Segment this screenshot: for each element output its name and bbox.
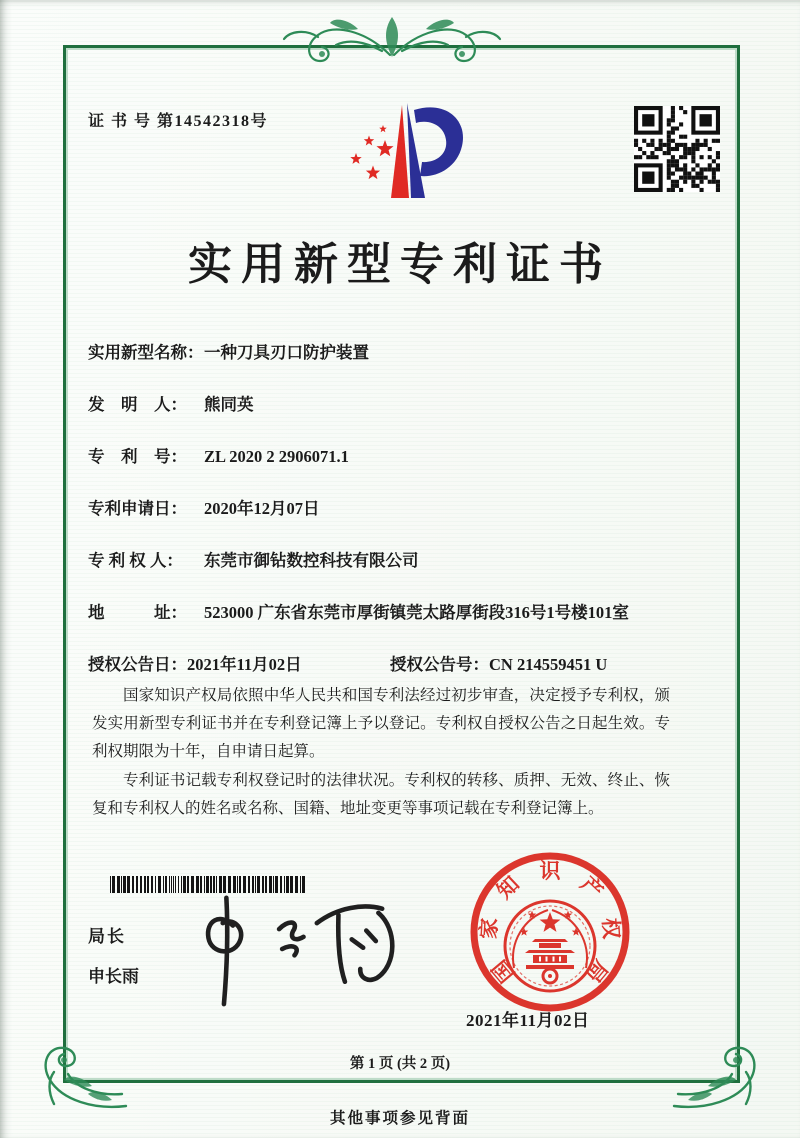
field-value: 熊同英 [204,395,254,414]
patent-fields [88,338,678,650]
shen-changyu-signature-icon [179,876,423,1016]
cnipa-red-seal-icon [468,850,632,1014]
field-row-2 [88,442,678,471]
field-row-4 [88,546,678,575]
field-value: 一种刀具刃口防护装置 [204,343,369,362]
svg-text:国: 国 [487,955,520,987]
bottom-left-flourish-icon [34,1034,130,1114]
grant-row [88,650,688,679]
svg-text:局: 局 [580,955,613,987]
qr-code-icon [634,106,720,192]
page-number: 第 1 页 (共 2 页) [349,1056,451,1072]
back-side-note: 其他事项参见背面 [329,1110,470,1127]
field-value: 东莞市御钻数控科技有限公司 [204,551,419,570]
field-value: 2020年12月07日 [204,499,320,518]
legal-paragraph-1: 国家知识产权局依照中华人民共和国专利法经过初步审查，决定授予专利权，颁发实用新型专利证书并在专利登记簿上予以登记。专利权自授权公告之日起生效。专利权期限为十年，自申请日起算。 [92,687,670,761]
signer-title: 局长 [88,927,126,946]
top-flourish-ornament-icon [270,11,514,69]
grant-date-value: 2021年11月02日 [187,655,302,674]
field-row-5 [88,598,678,627]
field-label: 专利申请日： [88,499,187,518]
field-row-3 [88,494,678,523]
field-label: 地 址： [88,603,187,622]
svg-text:知: 知 [492,871,525,904]
field-row-0 [88,338,678,367]
field-label: 实用新型名称： [88,343,204,362]
field-row-1 [88,390,678,419]
certificate-title: 实用新型专利证书 [188,240,612,289]
grant-no-group [390,650,607,679]
signer-block [88,922,139,987]
field-value: 523000 广东省东莞市厚街镇莞太路厚街段316号1号楼101室 [204,603,629,622]
svg-text:识: 识 [539,859,561,883]
grant-no-value: CN 214559451 U [489,655,608,674]
legal-text [92,682,670,823]
signer-name: 申长雨 [88,967,139,986]
svg-text:家: 家 [476,917,502,940]
cnipa-patent-logo-icon [336,96,481,208]
seal-date: 2021年11月02日 [466,1011,590,1030]
bottom-right-flourish-icon [670,1034,766,1114]
grant-date-label: 授权公告日： [88,655,187,674]
svg-text:产: 产 [575,871,608,904]
field-value: ZL 2020 2 2906071.1 [204,447,349,466]
grant-no-label: 授权公告号： [390,655,489,674]
svg-text:权: 权 [598,917,624,940]
certificate-number: 证 书 号 第14542318号 [88,113,269,130]
field-label: 发 明 人： [88,395,187,414]
legal-paragraph-2: 专利证书记载专利权登记时的法律状况。专利权的转移、质押、无效、终止、恢复和专利权人的姓名或名称、国籍、地址变更等事项记载在专利登记簿上。 [92,771,670,817]
field-label: 专 利 权 人： [88,551,183,570]
field-label: 专 利 号： [88,447,187,466]
